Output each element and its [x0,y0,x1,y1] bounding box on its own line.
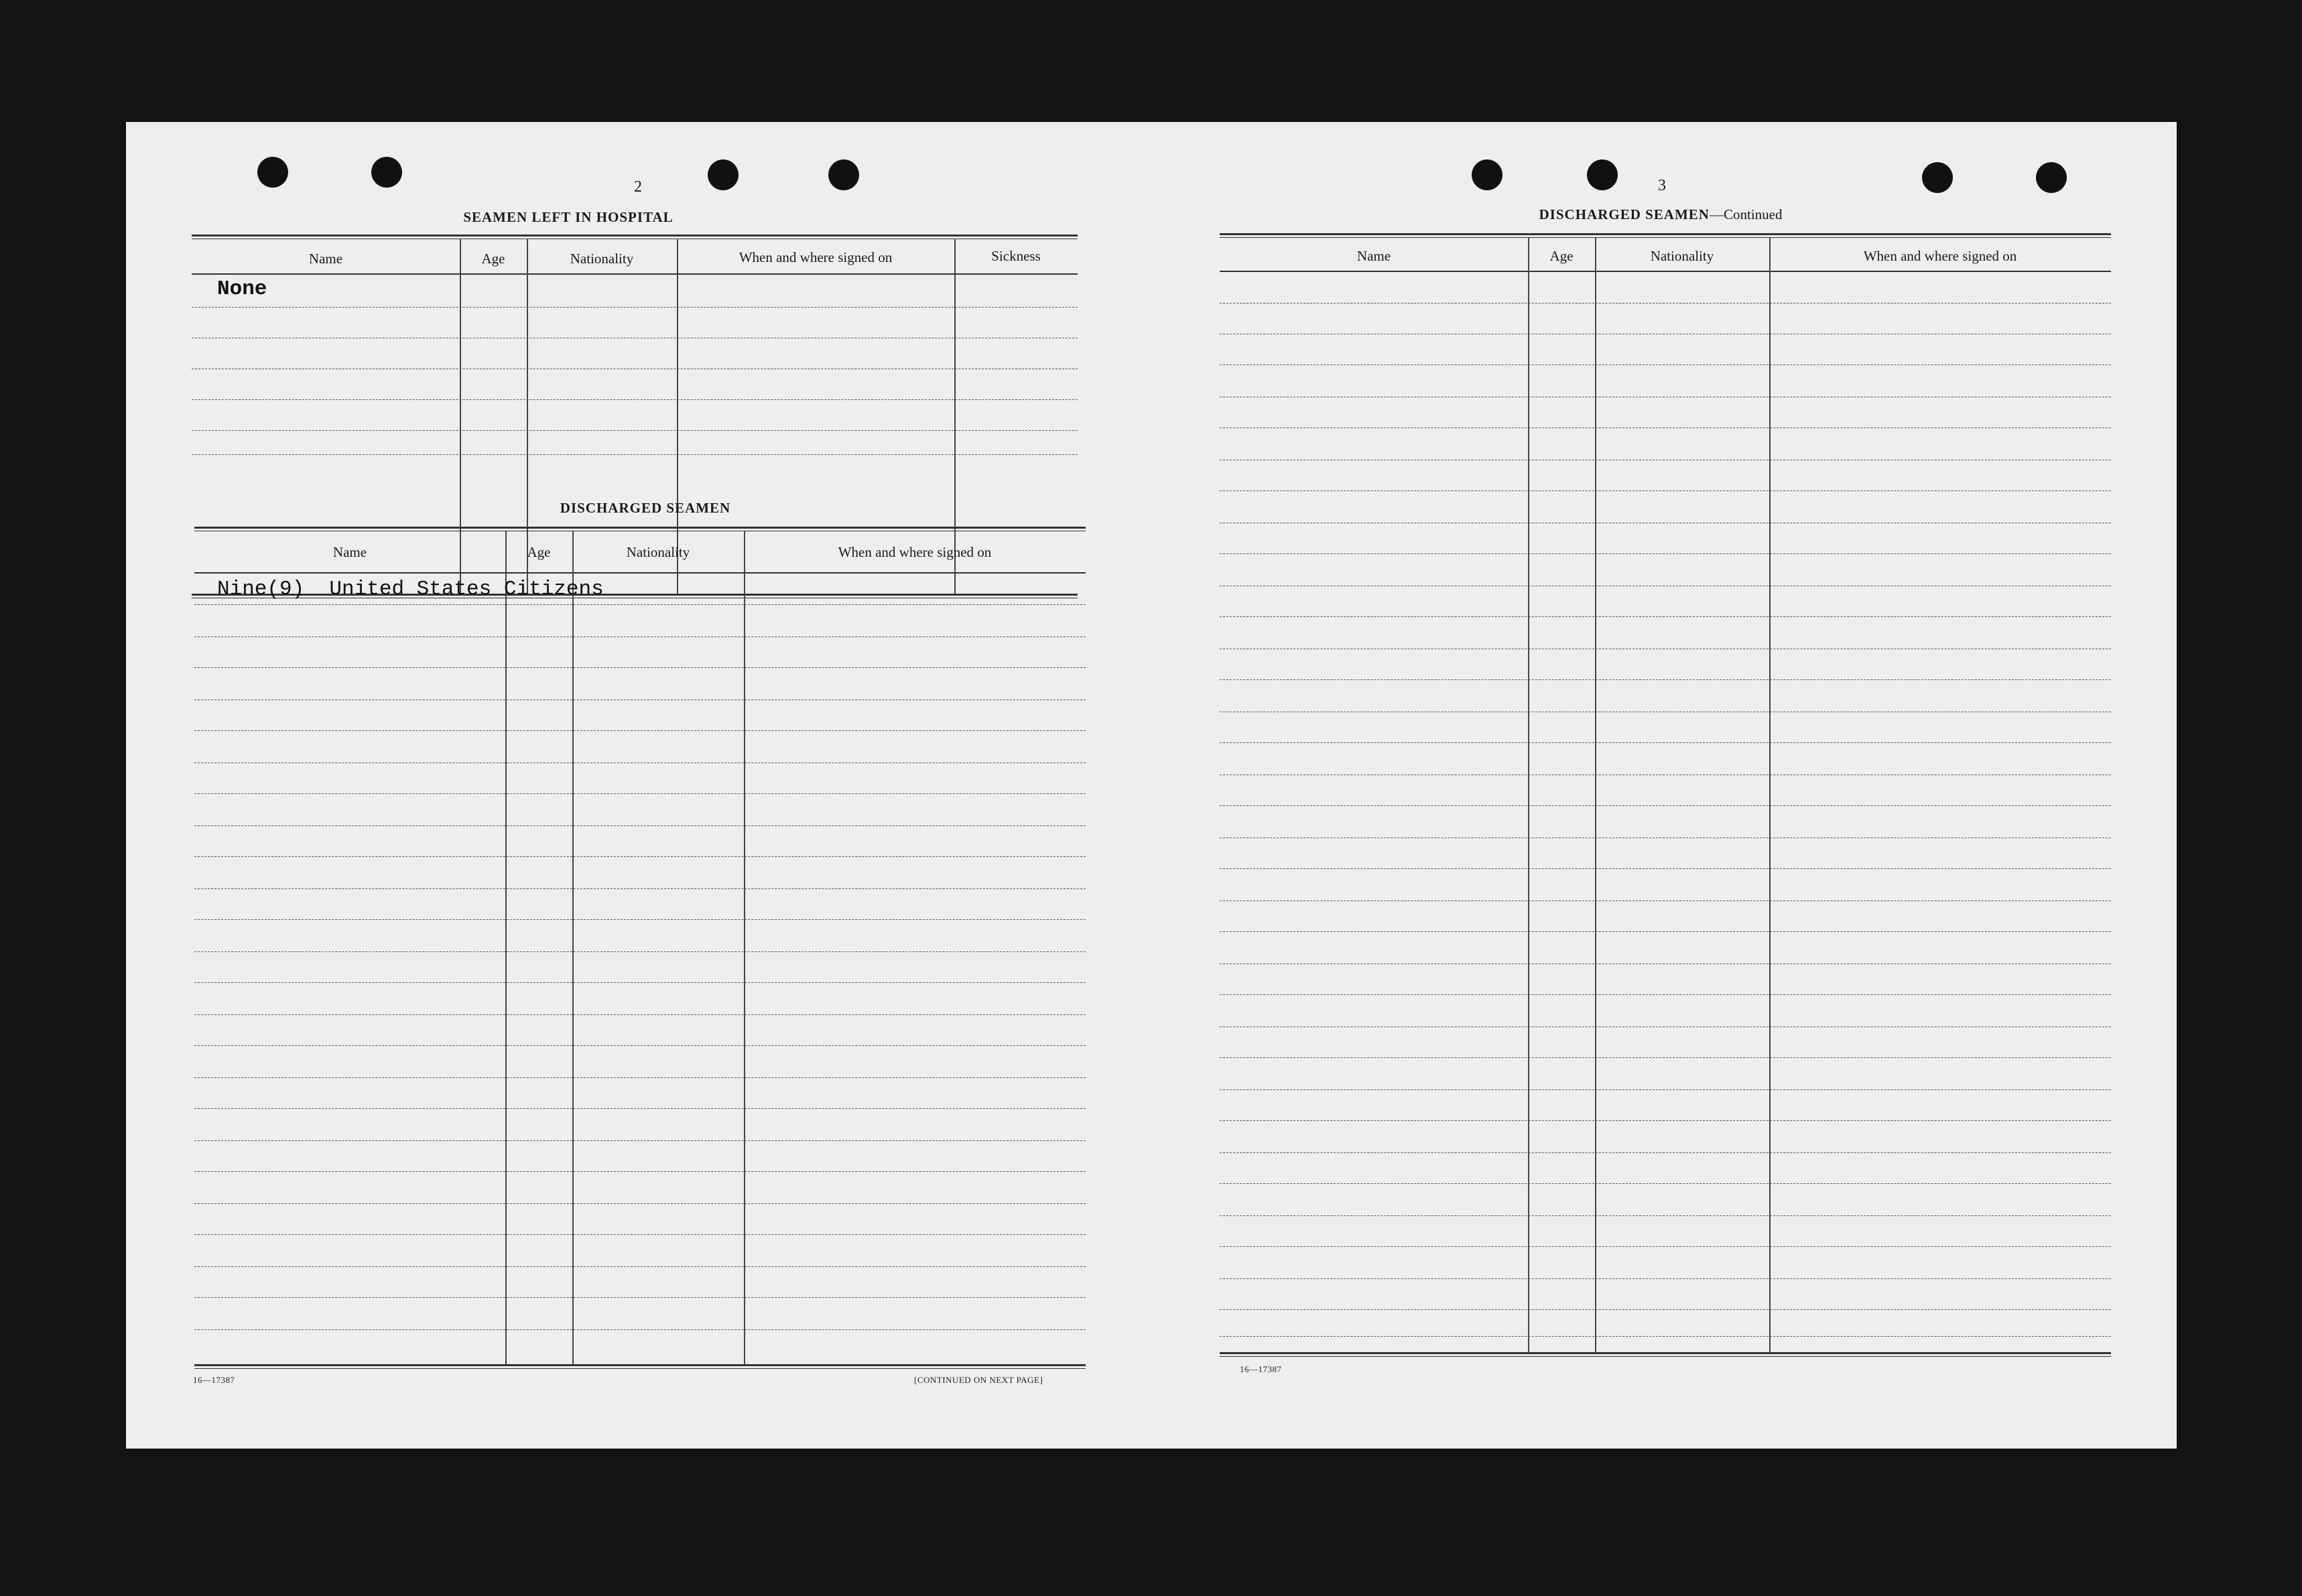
discharged-table-left [194,527,1086,1371]
discharged-continued-title-main: DISCHARGED SEAMEN [1539,206,1710,222]
header-nationality: Nationality [570,251,634,267]
document-sheet [126,122,2177,1449]
punch-hole [828,159,859,190]
header-when-where: When and where signed on [1863,248,2017,264]
punch-hole [371,157,402,188]
punch-hole [1587,159,1618,190]
header-when-where: When and where signed on [739,249,893,265]
page-number-right: 3 [1658,177,1666,194]
continued-note: [CONTINUED ON NEXT PAGE] [914,1375,1043,1385]
form-number-right: 16—17387 [1240,1364,1282,1374]
header-age: Age [527,544,551,560]
punch-hole [257,157,288,188]
header-name: Name [308,251,343,267]
discharged-section-title: DISCHARGED SEAMEN [560,500,731,516]
punch-hole [1922,162,1953,193]
header-name: Name [332,544,367,560]
hospital-entry: None [217,277,267,301]
discharged-continued-title [1225,206,2096,223]
header-sickness: Sickness [991,248,1041,264]
header-age: Age [481,251,505,267]
header-nationality: Nationality [1650,248,1714,264]
punch-hole [2036,162,2067,193]
discharged-table-right [1220,233,2111,1360]
header-nationality: Nationality [626,544,690,560]
header-name: Name [1356,248,1391,264]
form-number-left: 16—17387 [193,1375,235,1385]
page-number-left: 2 [634,178,642,196]
discharged-continued-title-suffix: —Continued [1709,206,1783,222]
discharged-entry: Nine(9) United States Citizens [217,578,604,601]
punch-hole [708,159,739,190]
punch-hole [1472,159,1502,190]
hospital-section-title: SEAMEN LEFT IN HOSPITAL [463,209,674,225]
header-when-where: When and where signed on [838,544,992,560]
header-age: Age [1549,248,1574,264]
